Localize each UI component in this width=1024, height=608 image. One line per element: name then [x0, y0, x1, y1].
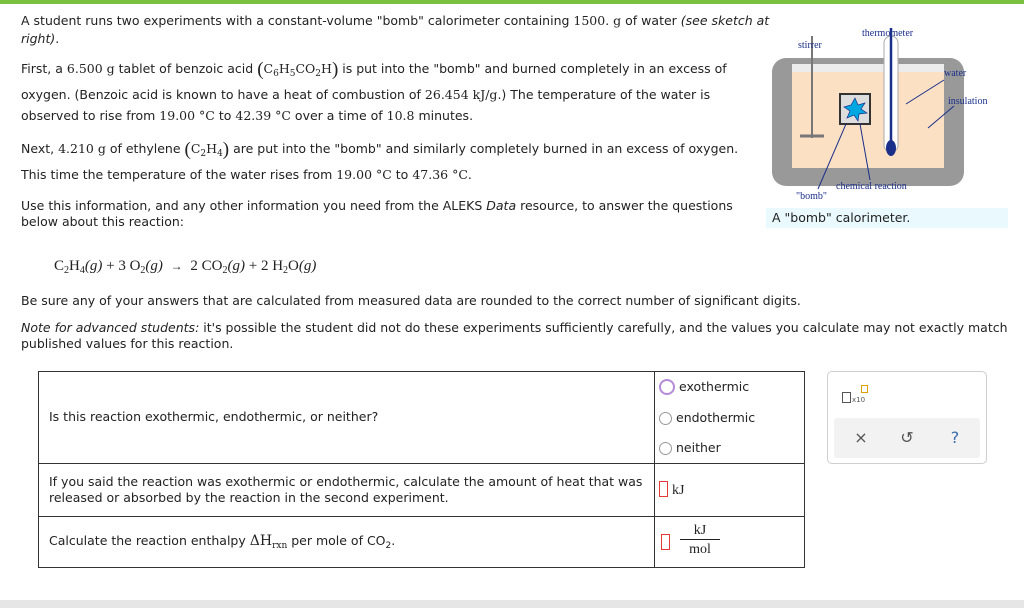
- ethylene-mass-unit: g: [93, 141, 106, 156]
- first-line-1: [21, 59, 727, 80]
- next-line2-text: This time the temperature of the water rises from: [21, 167, 337, 182]
- bomb-label: "bomb": [796, 191, 827, 202]
- data-resource-link[interactable]: Data: [486, 198, 517, 213]
- answer-cell-exothermic: [654, 372, 805, 463]
- thermometer-label: thermometer: [862, 28, 914, 39]
- intro-right: right): [21, 31, 56, 46]
- radio-neither[interactable]: [659, 442, 672, 455]
- question-row-heat: [39, 463, 804, 516]
- option-neither-label: neither: [676, 440, 721, 455]
- first-over-time: over a time of: [290, 108, 387, 123]
- heat-of-combustion: 26.454 kJ/g: [424, 87, 498, 102]
- enthalpy-unit-denominator: mol: [689, 542, 711, 557]
- next-line-1: [21, 139, 738, 160]
- ethylene-formula: $(C_2H_4)$: [184, 139, 230, 160]
- use-info-line-2: [21, 212, 184, 232]
- bottom-bar: [0, 600, 1024, 608]
- ethylene-mass: 4.210: [58, 141, 94, 156]
- question-exothermic: Is this reaction exothermic, endothermic, or neither?: [49, 409, 379, 424]
- first-text-c: is put into the "bomb" and burned completely in an excess of: [338, 61, 727, 76]
- next-text-a: Next,: [21, 141, 59, 156]
- next-text-c: are put into the "bomb" and similarly completely burned in an excess of oxygen.: [229, 141, 739, 156]
- exponent-box-icon: [861, 385, 868, 393]
- first-text-b: tablet of benzoic acid: [114, 61, 258, 76]
- first-duration: 10.8: [386, 108, 415, 123]
- answer-tools-panel: [827, 371, 987, 464]
- next-period: .: [467, 167, 472, 182]
- option-endothermic[interactable]: [659, 408, 755, 428]
- tool-button-bar: [834, 418, 980, 458]
- stirrer-label: stirrer: [798, 40, 822, 51]
- scientific-notation-button[interactable]: [840, 384, 870, 408]
- question-heat: [49, 474, 642, 506]
- chemical-reaction-label: chemical reaction: [836, 181, 907, 192]
- advanced-note-line-2: published values for this reaction.: [21, 336, 234, 351]
- next-line-2: [21, 165, 472, 185]
- intro-line-1: [21, 11, 769, 31]
- question-table: [38, 371, 805, 568]
- first-period: .: [469, 108, 474, 123]
- option-exothermic[interactable]: [659, 377, 749, 397]
- intro-see-sketch: (see sketch at: [680, 13, 770, 28]
- first-line-2: [21, 85, 710, 105]
- benzoic-acid-formula: $(C_6H_5CO_2H)$: [257, 59, 339, 80]
- first-line2-end: .) The temperature of the water is: [497, 87, 711, 102]
- intro-period: .: [55, 31, 60, 46]
- intro-line-2: [21, 29, 59, 49]
- option-endothermic-label: endothermic: [676, 410, 756, 425]
- question-enthalpy: Calculate the reaction enthalpy $\Delta H_{rxn}$ per mole of $CO_2$.: [49, 533, 396, 551]
- next-text-b: of ethylene: [105, 141, 185, 156]
- radio-endothermic[interactable]: [659, 412, 672, 425]
- question-heat-line-2: released or absorbed by the reaction in the second experiment.: [49, 490, 449, 505]
- enthalpy-answer-input[interactable]: [661, 534, 670, 550]
- heat-unit: kJ: [672, 483, 685, 498]
- heat-answer: [659, 480, 684, 500]
- chemical-equation: $C_2H_4(g) + 3$ $O_2(g) \to 2$ $CO_2(g) + 2$ $H_2O(g)$: [54, 258, 317, 276]
- first-final-temp: 42.39 °C: [235, 108, 291, 123]
- first-text-a: First, a: [21, 61, 67, 76]
- use-info-text: Use this information, and any other information you need from the ALEKS: [21, 198, 487, 213]
- answer-cell-heat: [654, 464, 805, 516]
- first-line3-text: observed to rise from: [21, 108, 160, 123]
- answer-cell-enthalpy: [654, 517, 805, 567]
- heat-answer-input[interactable]: [659, 481, 668, 497]
- option-neither[interactable]: [659, 438, 721, 458]
- option-exothermic-label: exothermic: [679, 379, 750, 394]
- intro-text-b: of water: [621, 13, 681, 28]
- diagram-caption: A "bomb" calorimeter.: [766, 208, 1008, 228]
- question-heat-line-1: If you said the reaction was exothermic or endothermic, calculate the amount of heat that was: [49, 474, 643, 489]
- intro-text: A student runs two experiments with a constant-volume "bomb" calorimeter containing: [21, 13, 574, 28]
- first-to: to: [214, 108, 236, 123]
- first-line-3: [21, 106, 473, 126]
- calorimeter-lid: [792, 64, 944, 72]
- benzoic-mass-unit: g: [102, 61, 115, 76]
- water-mass: 1500.: [573, 13, 610, 28]
- first-initial-temp: 19.00 °C: [159, 108, 215, 123]
- first-duration-unit: minutes: [414, 108, 470, 123]
- bomb-calorimeter-diagram: [760, 6, 1010, 206]
- next-to: to: [391, 167, 413, 182]
- help-button[interactable]: ?: [950, 428, 960, 447]
- use-info-text-b: resource, to answer the questions: [516, 198, 733, 213]
- advanced-note-text: it's possible the student did not do these experiments sufficiently carefully, and the values you calculate may not exactly match: [199, 320, 1008, 335]
- undo-button[interactable]: ↺: [900, 428, 914, 447]
- mantissa-box-icon: [842, 392, 851, 403]
- next-final-temp: 47.36 °C: [412, 167, 468, 182]
- question-row-enthalpy: [39, 516, 804, 567]
- thermometer-bulb: [886, 140, 896, 156]
- question-row-exothermic: [39, 372, 804, 463]
- enthalpy-unit: [680, 522, 720, 559]
- x10-label: x10: [852, 396, 866, 404]
- advanced-note-label: Note for advanced students:: [21, 320, 200, 335]
- first-line2-text: oxygen. (Benzoic acid is known to have a heat of combustion of: [21, 87, 425, 102]
- radio-exothermic[interactable]: [659, 379, 675, 395]
- insulation-label: insulation: [948, 96, 988, 107]
- benzoic-mass: 6.500: [66, 61, 103, 76]
- water-label: water: [944, 68, 967, 79]
- clear-button[interactable]: ×: [854, 428, 868, 447]
- next-initial-temp: 19.00 °C: [336, 167, 392, 182]
- use-info-line2-text: below about this reaction:: [21, 214, 185, 229]
- reaction-arrow-icon: →: [170, 259, 183, 273]
- water-mass-unit: g: [609, 13, 622, 28]
- sigfig-instruction: Be sure any of your answers that are calculated from measured data are rounded to the correct number of significant digits.: [21, 293, 801, 308]
- enthalpy-unit-numerator: kJ: [680, 522, 720, 540]
- top-accent-bar: [0, 0, 1024, 4]
